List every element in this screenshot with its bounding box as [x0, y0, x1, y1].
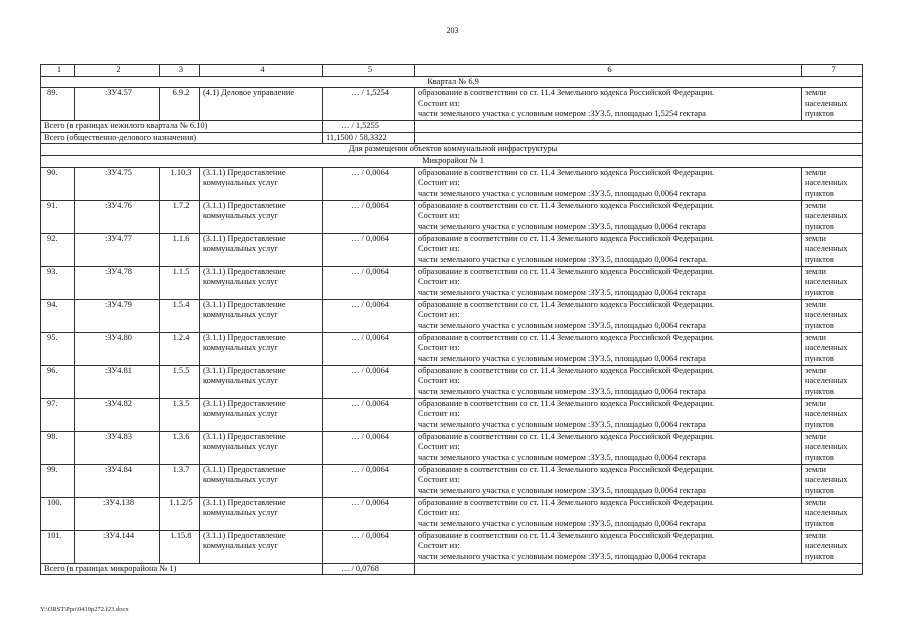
- desc-line: образование в соответствии со ст. 11.4 Земельного кодекса Российской Федерации.: [418, 200, 715, 210]
- column-number-row: [41, 65, 863, 77]
- cat-line: земли: [805, 332, 826, 342]
- cat-line: населенных: [805, 244, 848, 254]
- column-number: 6: [415, 65, 802, 77]
- land-category: [802, 431, 863, 464]
- use-line: коммунальных услуг: [203, 475, 278, 485]
- desc-line: части земельного участка с условным номером :ЗУ3.5, площадью 0,0064 гектара: [418, 188, 706, 198]
- land-category: [802, 88, 863, 121]
- cat-line: населенных: [805, 442, 848, 452]
- desc-line: образование в соответствии со ст. 11.4 Земельного кодекса Российской Федерации.: [418, 266, 715, 276]
- permitted-use: [200, 530, 323, 563]
- row-number: 99.: [41, 464, 75, 497]
- plot-code: 1.7.2: [160, 200, 200, 233]
- total-empty: [415, 121, 863, 133]
- plot-code: 1.1.2/5: [160, 497, 200, 530]
- column-number: 1: [41, 65, 75, 77]
- desc-line: Состоит из:: [418, 376, 460, 386]
- desc-line: Состоит из:: [418, 178, 460, 188]
- plot-area: … / 0,0064: [323, 365, 415, 398]
- column-number: 3: [160, 65, 200, 77]
- table-row: [41, 431, 863, 464]
- desc-line: части земельного участка с условным номером :ЗУ3.5, площадью 0,0064 гектара: [418, 353, 706, 363]
- permitted-use: [200, 365, 323, 398]
- file-path: Y:\ORST\Ppo\0410p272.f23.docx: [40, 606, 129, 613]
- cat-line: земли: [805, 167, 826, 177]
- total-row: [41, 132, 863, 144]
- section-row: [41, 144, 863, 156]
- desc-line: образование в соответствии со ст. 11.4 Земельного кодекса Российской Федерации.: [418, 332, 715, 342]
- cat-line: земли: [805, 497, 826, 507]
- land-plots-table: [40, 64, 863, 575]
- desc-line: образование в соответствии со ст. 11.4 Земельного кодекса Российской Федерации.: [418, 464, 715, 474]
- plot-id: :ЗУ4.79: [75, 299, 160, 332]
- plot-code: 1.1.5: [160, 266, 200, 299]
- plot-area: … / 0,0064: [323, 167, 415, 200]
- cat-line: пунктов: [805, 353, 834, 363]
- formation-method: [415, 167, 802, 200]
- total-empty: [415, 563, 863, 575]
- use-line: (3.1.1) Предоставление: [203, 167, 286, 177]
- total-label: Всего (в границах микрорайона № 1): [41, 563, 323, 575]
- cat-line: населенных: [805, 541, 848, 551]
- plot-id: :ЗУ4.84: [75, 464, 160, 497]
- plot-code: 1.1.6: [160, 233, 200, 266]
- cat-line: населенных: [805, 508, 848, 518]
- row-number: 94.: [41, 299, 75, 332]
- cat-line: населенных: [805, 277, 848, 287]
- desc-line: Состоит из:: [418, 442, 460, 452]
- desc-line: части земельного участка с условным номером :ЗУ3.5, площадью 0,0064 гектара.: [418, 254, 708, 264]
- land-category: [802, 398, 863, 431]
- plot-area: … / 0,0064: [323, 299, 415, 332]
- plot-id: :ЗУ4.81: [75, 365, 160, 398]
- total-area: … / 0,0768: [323, 563, 415, 575]
- permitted-use: [200, 332, 323, 365]
- formation-method: [415, 299, 802, 332]
- cat-line: населенных: [805, 178, 848, 188]
- desc-line: части земельного участка с условным номером :ЗУ3.5, площадью 1,5254 гектара: [418, 109, 706, 119]
- desc-line: образование в соответствии со ст. 11.4 Земельного кодекса Российской Федерации.: [418, 299, 715, 309]
- land-category: [802, 233, 863, 266]
- table-row: [41, 233, 863, 266]
- plot-area: … / 0,0064: [323, 266, 415, 299]
- column-number: 5: [323, 65, 415, 77]
- desc-line: Состоит из:: [418, 508, 460, 518]
- plot-code: 1.10.3: [160, 167, 200, 200]
- use-line: коммунальных услуг: [203, 409, 278, 419]
- cat-line: пунктов: [805, 419, 834, 429]
- plot-id: :ЗУ4.76: [75, 200, 160, 233]
- formation-method: [415, 233, 802, 266]
- plot-area: … / 0,0064: [323, 200, 415, 233]
- desc-line: образование в соответствии со ст. 11.4 Земельного кодекса Российской Федерации.: [418, 398, 715, 408]
- desc-line: Состоит из:: [418, 541, 460, 551]
- land-category: [802, 299, 863, 332]
- use-line: (3.1.1) Предоставление: [203, 431, 286, 441]
- desc-line: образование в соответствии со ст. 11.4 Земельного кодекса Российской Федерации.: [418, 530, 715, 540]
- use-line: (3.1.1) Предоставление: [203, 398, 286, 408]
- cat-line: пунктов: [805, 386, 834, 396]
- desc-line: Состоит из:: [418, 475, 460, 485]
- desc-line: части земельного участка с условным номером :ЗУ3.5, площадью 0,0064 гектара: [418, 320, 706, 330]
- plot-id: :ЗУ4.144: [75, 530, 160, 563]
- cat-line: населенных: [805, 211, 848, 221]
- desc-line: Состоит из:: [418, 244, 460, 254]
- formation-method: [415, 398, 802, 431]
- cat-line: земли: [805, 365, 826, 375]
- desc-line: части земельного участка с условным номером :ЗУ3.5, площадью 0,0064 гектара: [418, 452, 706, 462]
- formation-method: [415, 200, 802, 233]
- desc-line: Состоит из:: [418, 343, 460, 353]
- use-line: коммунальных услуг: [203, 442, 278, 452]
- use-line: коммунальных услуг: [203, 541, 278, 551]
- table-row: [41, 332, 863, 365]
- section-row: [41, 76, 863, 88]
- table-row: [41, 365, 863, 398]
- desc-line: Состоит из:: [418, 277, 460, 287]
- desc-line: части земельного участка с условным номером :ЗУ3.5, площадью 0,0064 гектара: [418, 518, 706, 528]
- desc-line: Состоит из:: [418, 211, 460, 221]
- cat-line: земли: [805, 464, 826, 474]
- table-row: [41, 398, 863, 431]
- plot-area: … / 0,0064: [323, 398, 415, 431]
- cat-line: земли: [805, 530, 826, 540]
- permitted-use: [200, 233, 323, 266]
- permitted-use: [200, 398, 323, 431]
- table-row: [41, 464, 863, 497]
- desc-line: Состоит из:: [418, 98, 460, 108]
- use-line: (3.1.1) Предоставление: [203, 530, 286, 540]
- cat-line: земли: [805, 200, 826, 210]
- plot-id: :ЗУ4.82: [75, 398, 160, 431]
- micro-title: Микрорайон № 1: [41, 155, 863, 167]
- total-row: [41, 121, 863, 133]
- use-line: коммунальных услуг: [203, 376, 278, 386]
- plot-code: 1.5.4: [160, 299, 200, 332]
- cat-line: земли: [805, 266, 826, 276]
- row-number: 89.: [41, 88, 75, 121]
- permitted-use: (4.1) Деловое управление: [200, 88, 323, 121]
- desc-line: образование в соответствии со ст. 11.4 Земельного кодекса Российской Федерации.: [418, 233, 715, 243]
- plot-id: :ЗУ4.78: [75, 266, 160, 299]
- cat-line: земли: [805, 398, 826, 408]
- formation-method: [415, 365, 802, 398]
- cat-line: пунктов: [805, 287, 834, 297]
- formation-method: [415, 431, 802, 464]
- plot-code: 1.15.8: [160, 530, 200, 563]
- plot-area: … / 1,5254: [323, 88, 415, 121]
- table-row: [41, 200, 863, 233]
- plot-area: … / 0,0064: [323, 233, 415, 266]
- cat-line: земли: [805, 431, 826, 441]
- plot-code: 1.5.5: [160, 365, 200, 398]
- formation-method: [415, 464, 802, 497]
- plot-id: :ЗУ4.83: [75, 431, 160, 464]
- table-row: [41, 497, 863, 530]
- plot-id: :ЗУ4.138: [75, 497, 160, 530]
- row-number: 101.: [41, 530, 75, 563]
- permitted-use: [200, 431, 323, 464]
- total-label: Всего (общественно-делового назначения): [41, 132, 323, 144]
- row-number: 92.: [41, 233, 75, 266]
- row-number: 98.: [41, 431, 75, 464]
- land-category: [802, 266, 863, 299]
- desc-line: образование в соответствии со ст. 11.4 Земельного кодекса Российской Федерации.: [418, 365, 715, 375]
- desc-line: образование в соответствии со ст. 11.4 Земельного кодекса Российской Федерации.: [418, 497, 715, 507]
- land-category: [802, 464, 863, 497]
- desc-line: образование в соответствии со ст. 11.4 Земельного кодекса Российской Федерации.: [418, 431, 715, 441]
- utility-title: Для размещения объектов коммунальной инфраструктуры: [41, 144, 863, 156]
- cat-line: пунктов: [805, 485, 834, 495]
- section-row: [41, 155, 863, 167]
- use-line: (3.1.1) Предоставление: [203, 299, 286, 309]
- cat-line: населенных: [805, 343, 848, 353]
- use-line: коммунальных услуг: [203, 310, 278, 320]
- cat-line: земли: [805, 88, 826, 98]
- use-line: (3.1.1) Предоставление: [203, 332, 286, 342]
- desc-line: части земельного участка с условным номером :ЗУ3.5, площадью 0,0064 гектара: [418, 485, 706, 495]
- desc-line: образование в соответствии со ст. 11.4 Земельного кодекса Российской Федерации.: [418, 88, 715, 98]
- desc-line: части земельного участка с условным номером :ЗУ3.5, площадью 0,0064 гектара: [418, 221, 706, 231]
- row-number: 90.: [41, 167, 75, 200]
- cat-line: земли: [805, 299, 826, 309]
- column-number: 7: [802, 65, 863, 77]
- use-line: (3.1.1) Предоставление: [203, 200, 286, 210]
- plot-area: … / 0,0064: [323, 431, 415, 464]
- formation-method: [415, 88, 802, 121]
- cat-line: населенных: [805, 310, 848, 320]
- total-area: … / 1,5255: [323, 121, 415, 133]
- permitted-use: [200, 464, 323, 497]
- row-number: 91.: [41, 200, 75, 233]
- permitted-use: [200, 266, 323, 299]
- row-number: 97.: [41, 398, 75, 431]
- land-category: [802, 497, 863, 530]
- cat-line: пунктов: [805, 518, 834, 528]
- land-category: [802, 200, 863, 233]
- plot-id: :ЗУ4.77: [75, 233, 160, 266]
- land-category: [802, 365, 863, 398]
- permitted-use: [200, 200, 323, 233]
- row-number: 93.: [41, 266, 75, 299]
- permitted-use: [200, 167, 323, 200]
- cat-line: населенных: [805, 376, 848, 386]
- row-number: 95.: [41, 332, 75, 365]
- desc-line: образование в соответствии со ст. 11.4 Земельного кодекса Российской Федерации.: [418, 167, 715, 177]
- row-number: 100.: [41, 497, 75, 530]
- land-category: [802, 530, 863, 563]
- cat-line: земли: [805, 233, 826, 243]
- cat-line: пунктов: [805, 188, 834, 198]
- cat-line: населенных: [805, 475, 848, 485]
- plot-code: 1.2.4: [160, 332, 200, 365]
- use-line: (3.1.1) Предоставление: [203, 233, 286, 243]
- cat-line: пунктов: [805, 452, 834, 462]
- use-line: (3.1.1) Предоставление: [203, 365, 286, 375]
- column-number: 2: [75, 65, 160, 77]
- use-line: коммунальных услуг: [203, 244, 278, 254]
- use-line: (3.1.1) Предоставление: [203, 266, 286, 276]
- desc-line: Состоит из:: [418, 409, 460, 419]
- permitted-use: [200, 497, 323, 530]
- plot-area: … / 0,0064: [323, 497, 415, 530]
- desc-line: части земельного участка с условным номером :ЗУ3.5, площадью 0,0064 гектара: [418, 287, 706, 297]
- total-label: Всего (в границах нежилого квартала № 6.10): [41, 121, 323, 133]
- plot-code: 1.3.7: [160, 464, 200, 497]
- cat-line: населенных: [805, 409, 848, 419]
- cat-line: пунктов: [805, 320, 834, 330]
- plot-area: … / 0,0064: [323, 464, 415, 497]
- formation-method: [415, 266, 802, 299]
- use-line: (3.1.1) Предоставление: [203, 464, 286, 474]
- quarter-title: Квартал № 6.9: [41, 76, 863, 88]
- row-number: 96.: [41, 365, 75, 398]
- plot-area: … / 0,0064: [323, 332, 415, 365]
- cat-line: пунктов: [805, 221, 834, 231]
- table-row: [41, 266, 863, 299]
- desc-line: части земельного участка с условным номером :ЗУ3.5, площадью 0,0064 гектара: [418, 386, 706, 396]
- cat-line: пунктов: [805, 254, 834, 264]
- plot-id: :ЗУ4.80: [75, 332, 160, 365]
- use-line: коммунальных услуг: [203, 343, 278, 353]
- page-number: 203: [446, 26, 459, 35]
- land-category: [802, 167, 863, 200]
- formation-method: [415, 497, 802, 530]
- total-empty: [415, 132, 863, 144]
- use-line: коммунальных услуг: [203, 211, 278, 221]
- plot-id: :ЗУ4.57: [75, 88, 160, 121]
- table-row: [41, 299, 863, 332]
- formation-method: [415, 332, 802, 365]
- use-line: коммунальных услуг: [203, 178, 278, 188]
- cat-line: пунктов: [805, 109, 834, 119]
- land-category: [802, 332, 863, 365]
- plot-code: 6.9.2: [160, 88, 200, 121]
- permitted-use: [200, 299, 323, 332]
- desc-line: части земельного участка с условным номером :ЗУ3.5, площадью 0,0064 гектара: [418, 419, 706, 429]
- formation-method: [415, 530, 802, 563]
- total-row: [41, 563, 863, 575]
- desc-line: части земельного участка с условным номером :ЗУ3.5, площадью 0,0064 гектара: [418, 551, 706, 561]
- plot-area: … / 0,0064: [323, 530, 415, 563]
- use-line: коммунальных услуг: [203, 277, 278, 287]
- total-area: 11,1500 / 58,3322: [323, 132, 415, 144]
- table-row: [41, 88, 863, 121]
- cat-line: пунктов: [805, 551, 834, 561]
- table-row: [41, 530, 863, 563]
- use-line: (3.1.1) Предоставление: [203, 497, 286, 507]
- desc-line: Состоит из:: [418, 310, 460, 320]
- plot-code: 1.3.5: [160, 398, 200, 431]
- use-line: коммунальных услуг: [203, 508, 278, 518]
- table-row: [41, 167, 863, 200]
- column-number: 4: [200, 65, 323, 77]
- plot-id: :ЗУ4.75: [75, 167, 160, 200]
- cat-line: населенных: [805, 98, 848, 108]
- plot-code: 1.3.6: [160, 431, 200, 464]
